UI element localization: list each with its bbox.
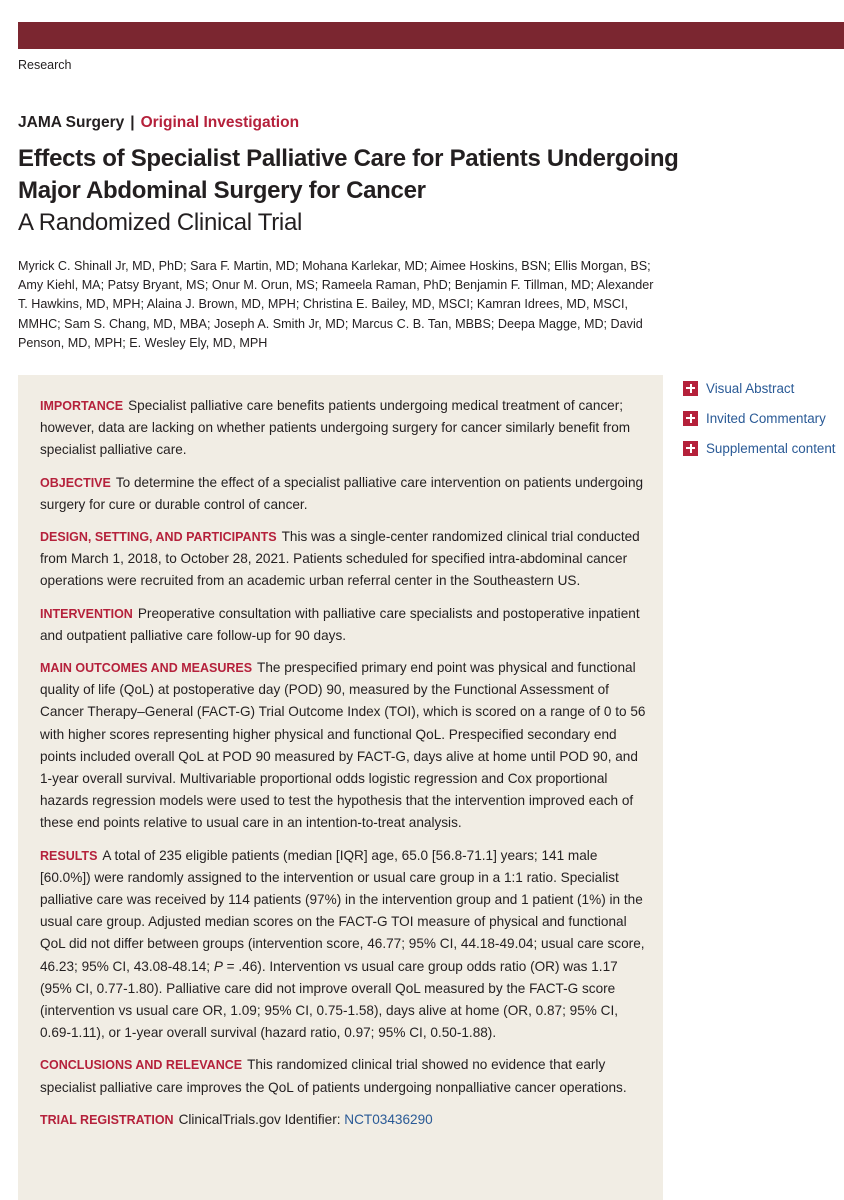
- plus-icon: [683, 411, 698, 426]
- article-title: Effects of Specialist Palliative Care for Patients Undergoing Major Abdominal Surgery for Cancer: [18, 145, 679, 204]
- outcomes-text: The prespecified primary end point was physical and functional quality of life (QoL) at postoperative day (POD) 90, measured by the Functional Assessment of Cancer Therapy–General (FACT-G) Trial Outcome Index (TOI), which is scored on a range of 0 to 56 with higher scores representing higher physical and functional QoL. Prespecified secondary end points included overall QoL at POD 90 measured by FACT-G, days alive at home until POD 90, and 1-year overall survival. Multivariable proportional odds logistic regression and Cox proportional hazards regression models were used to test the hypothesis that the intervention improved each of these end points relative to usual care in an intention-to-treat analysis.: [40, 660, 646, 831]
- visual-abstract-label: Visual Abstract: [706, 380, 795, 396]
- intervention-text: Preoperative consultation with palliative care specialists and postoperative inpatient and outpatient palliative care follow-up for 90 days.: [40, 605, 640, 643]
- author-list: Myrick C. Shinall Jr, MD, PhD; Sara F. Martin, MD; Mohana Karlekar, MD; Aimee Hoskins, BSN; Ellis Morgan, BS; Amy Kiehl, MA; Patsy Bryant, MS; Onur M. Orun, MS; Rameela Raman, PhD; Benjamin F. Tillman, MD; Alexander T. Hawkins, MD, MPH; Alaina J. Brown, MD, MPH; Christina E. Bailey, MD, MSCI; Kamran Idrees, MD, MSCI, MMHC; Sam S. Chang, MD, MBA; Joseph A. Smith Jr, MD; Marcus C. B. Tan, MBBS; Deepa Magge, MD; David Penson, MD, MPH; E. Wesley Ely, MD, MPH: [18, 259, 654, 350]
- abstract-intervention: [40, 603, 649, 647]
- importance-heading: IMPORTANCE: [40, 399, 124, 413]
- p-value-symbol: P: [213, 958, 223, 974]
- objective-text: To determine the effect of a specialist palliative care intervention on patients undergoing surgery for cure or durable control of cancer.: [40, 474, 644, 512]
- abstract-conclusions: [40, 1054, 649, 1098]
- design-heading: DESIGN, SETTING, AND PARTICIPANTS: [40, 530, 277, 545]
- registration-heading: TRIAL REGISTRATION: [40, 1112, 174, 1127]
- trial-registration-link[interactable]: NCT03436290: [344, 1111, 433, 1127]
- supplemental-content-label: Supplemental content: [706, 440, 836, 456]
- article-type: Original Investigation: [140, 114, 300, 131]
- results-heading: RESULTS: [40, 848, 98, 863]
- abstract-box: [18, 375, 663, 1200]
- intervention-heading: INTERVENTION: [40, 606, 133, 621]
- conclusions-text: This randomized clinical trial showed no evidence that early specialist palliative care improves the QoL of patients undergoing nonpalliative cancer operations.: [40, 1057, 627, 1095]
- results-text-part2: = .46). Intervention vs usual care group odds ratio (OR) was 1.17 (95% CI, 0.77-1.80). Palliative care did not improve overall QoL measured by the FACT-G score (intervention vs usual care OR, 1.09; 95% CI, 0.75-1.58), days alive at home (OR, 0.87; 95% CI, 0.69-1.11), or 1-year overall survival (hazard ratio, 0.97; 95% CI, 0.50-1.88).: [40, 958, 619, 1041]
- plus-icon: [683, 441, 698, 456]
- article-subtitle: A Randomized Clinical Trial: [18, 209, 303, 236]
- conclusions-heading: CONCLUSIONS AND RELEVANCE: [40, 1058, 243, 1073]
- outcomes-heading: MAIN OUTCOMES AND MEASURES: [40, 661, 253, 676]
- related-content-sidebar: [683, 373, 836, 463]
- article-kicker: [18, 114, 299, 132]
- journal-banner: [18, 22, 844, 49]
- invited-commentary-link[interactable]: [683, 403, 836, 433]
- kicker-separator: |: [130, 114, 135, 131]
- registration-text: ClinicalTrials.gov Identifier:: [178, 1111, 345, 1127]
- abstract-objective: [40, 472, 649, 516]
- objective-heading: OBJECTIVE: [40, 475, 111, 490]
- invited-commentary-label: Invited Commentary: [706, 410, 826, 426]
- abstract-results: [40, 845, 649, 1045]
- abstract-outcomes: [40, 657, 649, 835]
- abstract-design: [40, 526, 649, 593]
- supplemental-content-link[interactable]: [683, 433, 836, 463]
- abstract-importance: [40, 395, 649, 462]
- design-text: This was a single-center randomized clinical trial conducted from March 1, 2018, to October 28, 2021. Patients scheduled for specified intra-abdominal cancer operations were recruited from an academic urban referral center in the Southeastern US.: [40, 529, 640, 589]
- visual-abstract-link[interactable]: [683, 373, 836, 403]
- plus-icon: [683, 381, 698, 396]
- importance-text: Specialist palliative care benefits patients undergoing medical treatment of cancer; however, data are lacking on whether patients undergoing surgery for cancer similarly benefit from specialist palliative care.: [40, 398, 631, 458]
- abstract-registration: [40, 1109, 649, 1131]
- results-text-part1: A total of 235 eligible patients (median [IQR] age, 65.0 [56.8-71.1] years; 141 male [60.0%]) were randomly assigned to the intervention or usual care group in a 1:1 ratio. Specialist palliative care was received by 114 patients (97%) in the intervention group and 1 patient (1%) in the usual care group. Adjusted median scores on the FACT-G TOI measure of physical and functional QoL did not differ between groups (intervention score, 46.77; 95% CI, 44.18-49.04; usual care score, 46.23; 95% CI, 43.08-48.14;: [40, 847, 645, 974]
- section-label: Research: [18, 58, 72, 72]
- journal-name[interactable]: JAMA Surgery: [18, 114, 125, 131]
